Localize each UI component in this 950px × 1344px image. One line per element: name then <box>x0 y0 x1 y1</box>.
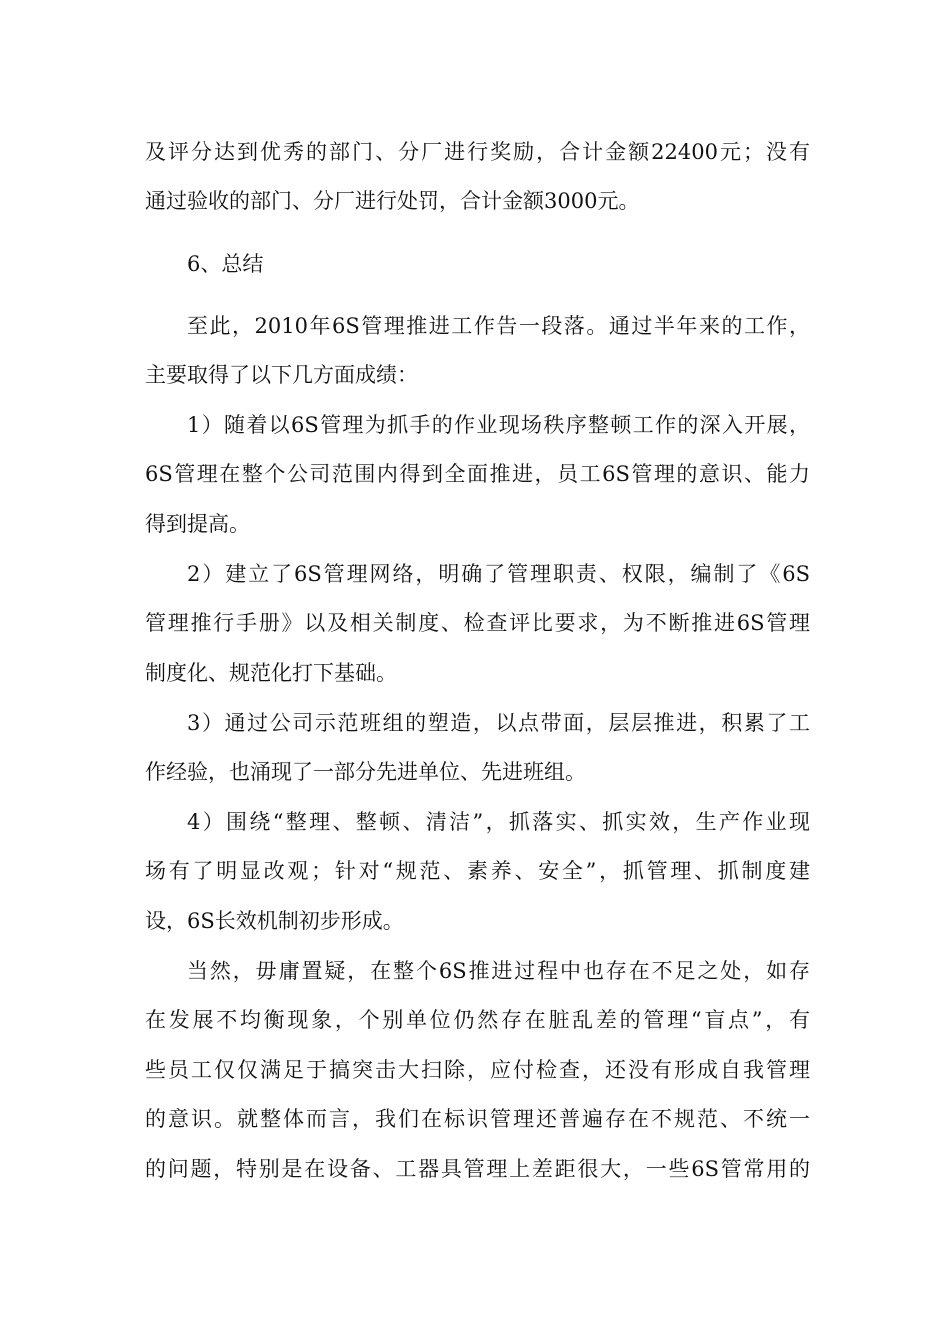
list-item-3-line: 3）通过公司示范班组的塑造，以点带面，层层推进，积累了工 <box>187 711 810 735</box>
text-line: 及评分达到优秀的部门、分厂进行奖励，合计金额22400元；没有 <box>145 140 810 164</box>
list-item-2-line: 2）建立了6S管理网络，明确了管理职责、权限，编制了《6S <box>187 562 810 586</box>
section-heading: 6、总结 <box>187 252 264 276</box>
list-item-4-line: 场有了明显改观；针对“规范、素养、安全”，抓管理、抓制度建 <box>145 859 810 883</box>
text-line: 至此，2010年6S管理推进工作告一段落。通过半年来的工作， <box>187 314 810 338</box>
list-item-1-line: 1）随着以6S管理为抓手的作业现场秩序整顿工作的深入开展， <box>187 413 810 437</box>
list-item-1-line: 得到提高。 <box>145 512 250 536</box>
text-line: 的意识。就整体而言，我们在标识管理还普遍存在不规范、不统一 <box>145 1107 810 1131</box>
list-item-4-line: 4）围绕“整理、整顿、清洁”，抓落实、抓实效，生产作业现 <box>187 810 810 834</box>
text-line: 的问题，特别是在设备、工器具管理上差距很大，一些6S管常用的 <box>145 1157 810 1181</box>
list-item-1-line: 6S管理在整个公司范围内得到全面推进，员工6S管理的意识、能力 <box>145 462 810 486</box>
list-item-2-line: 管理推行手册》以及相关制度、检查评比要求，为不断推进6S管理 <box>145 611 810 635</box>
list-item-2-line: 制度化、规范化打下基础。 <box>145 661 397 685</box>
text-line: 当然，毋庸置疑，在整个6S推进过程中也存在不足之处，如存 <box>187 959 810 983</box>
list-item-3-line: 作经验，也涌现了一部分先进单位、先进班组。 <box>145 760 586 784</box>
text-line: 通过验收的部门、分厂进行处罚，合计金额3000元。 <box>145 189 640 213</box>
text-line: 在发展不均衡现象，个别单位仍然存在脏乱差的管理“盲点”，有 <box>145 1008 810 1032</box>
text-line: 些员工仅仅满足于搞突击大扫除，应付检查，还没有形成自我管理 <box>145 1058 810 1082</box>
text-line: 主要取得了以下几方面成绩： <box>145 363 418 387</box>
list-item-4-line: 设，6S长效机制初步形成。 <box>145 909 404 933</box>
